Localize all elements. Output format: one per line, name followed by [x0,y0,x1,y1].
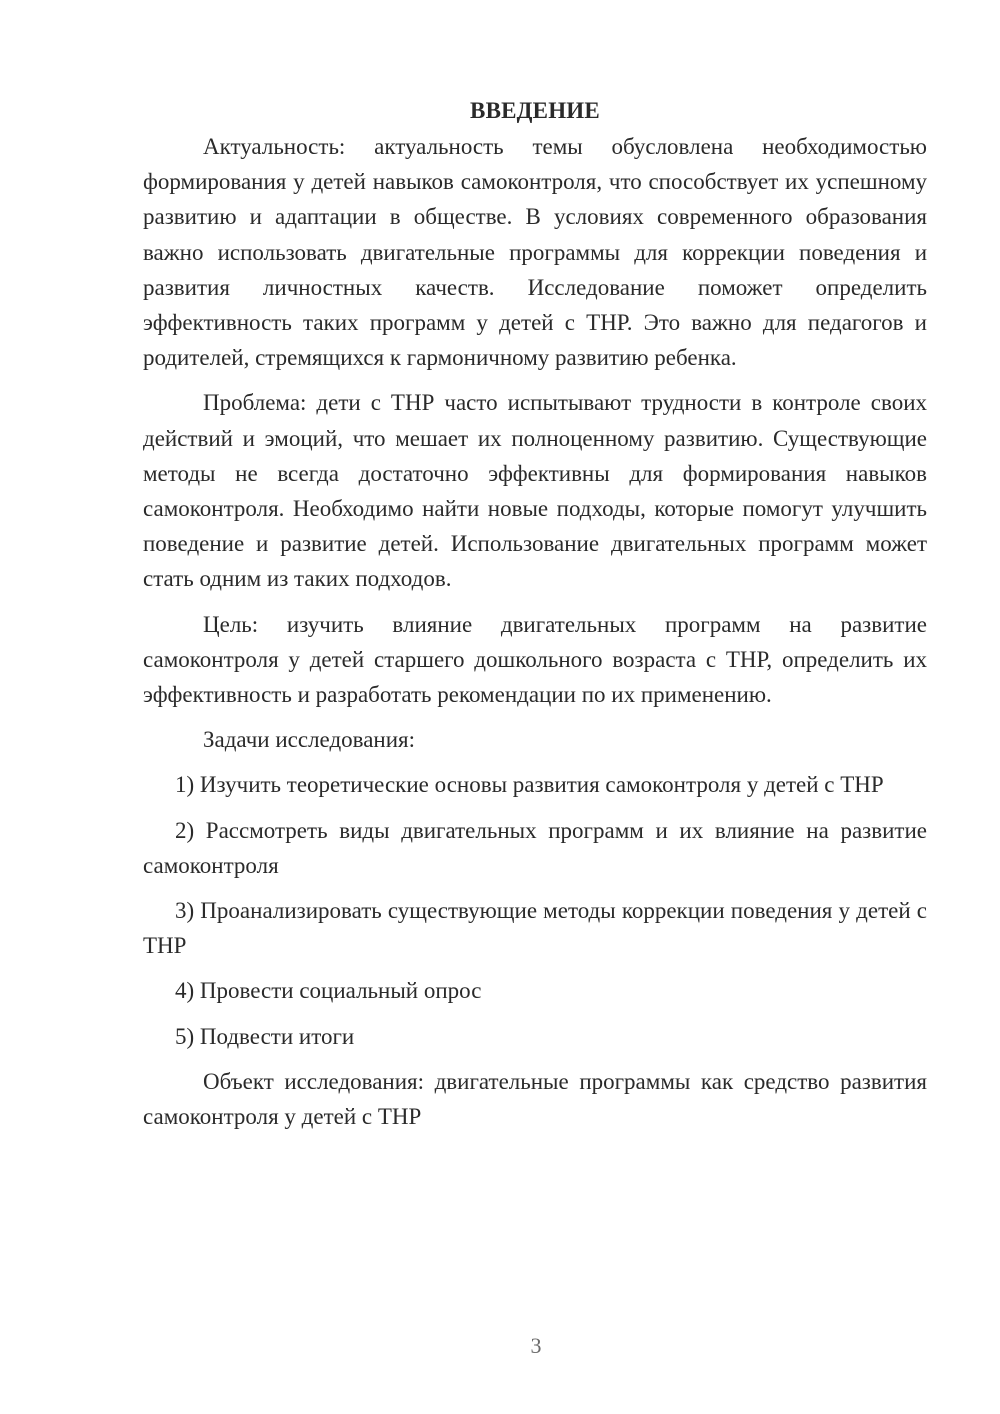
tasks-title: Задачи исследования: [203,727,416,753]
document-page [143,93,927,1144]
object-paragraph: Объект исследования: двигательные программы как средство развития самоконтроля у детей с ТНР [143,1068,927,1130]
goal-paragraph: Цель: изучить влияние двигательных программ на развитие самоконтроля у детей старшего дошкольного возраста с ТНР, определить их эффективность и разработать рекомендации по их применению. [143,611,927,708]
task-item: 1) Изучить теоретические основы развития самоконтроля у детей с ТНР [175,772,884,798]
relevance-paragraph: Актуальность: актуальность темы обусловлена необходимостью формирования у детей навыков самоконтроля, что способствует их успешному развитию и адаптации в обществе. В условиях современного образования важно использовать двигательные программы для коррекции поведения и развития личностных качеств. Исследование поможет определить эффективность таких программ у детей с ТНР. Это важно для педагогов и родителей, стремящихся к гармоничному развитию ребенка. [143,134,927,371]
task-item: 4) Провести социальный опрос [175,978,482,1004]
page-number: 3 [530,1333,542,1358]
problem-paragraph: Проблема: дети с ТНР часто испытывают трудности в контроле своих действий и эмоций, что мешает их полноценному развитию. Существующие методы не всегда достаточно эффективны для формирования навыков самоконтроля. Необходимо найти новые подходы, которые помогут улучшить поведение и развитие детей. Использование двигательных программ может стать одним из таких подходов. [143,390,927,592]
task-item: 2) Рассмотреть виды двигательных программ и их влияние на развитие самоконтроля [143,817,927,878]
task-item: 3) Проанализировать существующие методы коррекции поведения у детей с ТНР [143,898,927,959]
section-heading: ВВЕДЕНИЕ [470,98,600,123]
task-item: 5) Подвести итоги [175,1023,355,1049]
